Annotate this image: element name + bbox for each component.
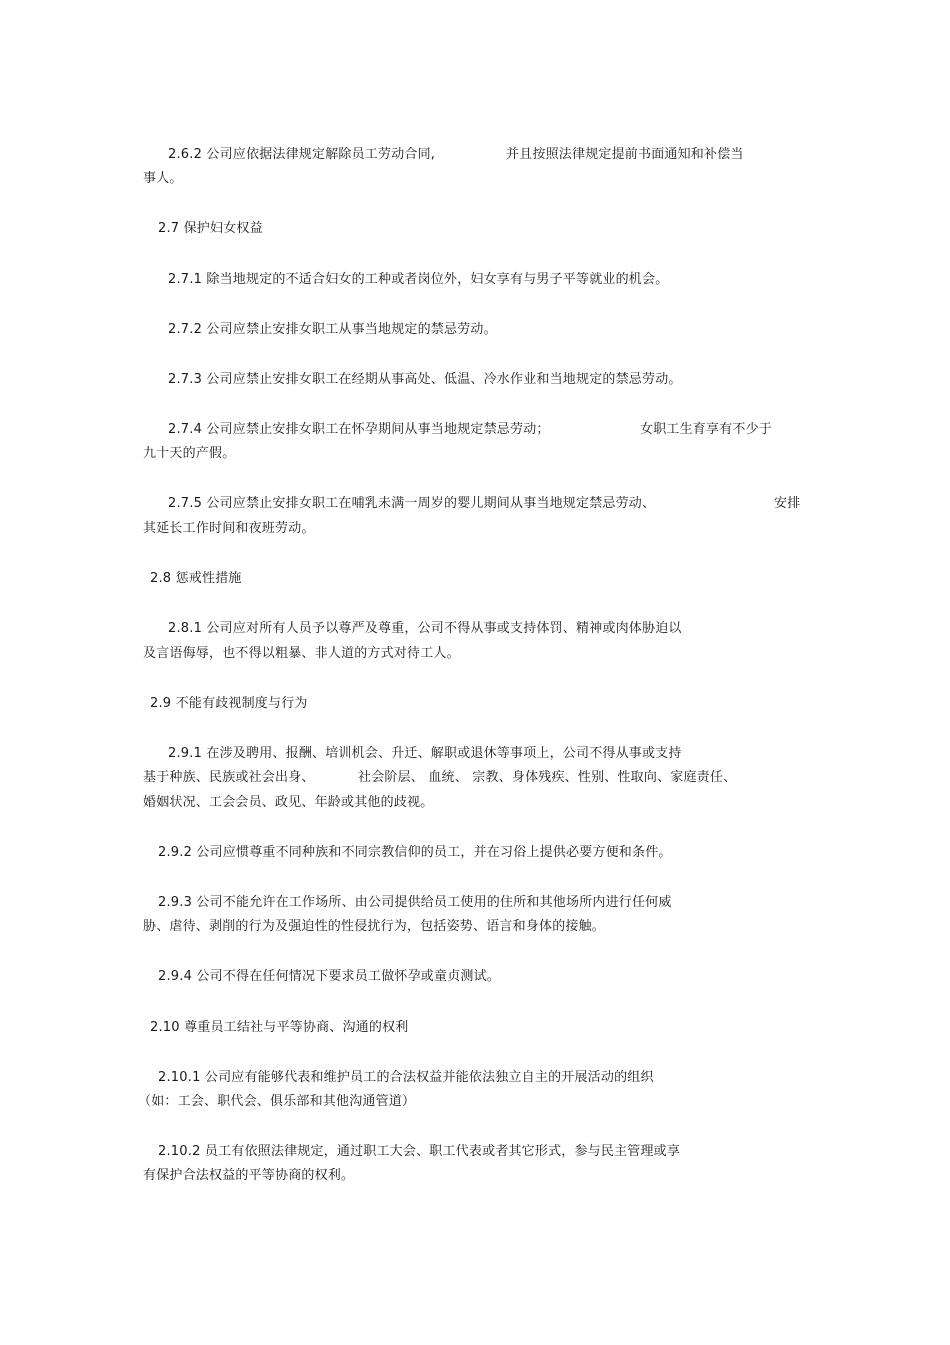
paragraph-2-9-3-line-2: 胁、虐待、剥削的行为及强迫性的性侵扰行为，包括姿势、语言和身体的接触。 bbox=[143, 919, 606, 934]
paragraph-2-7-3: 2.7.3 公司应禁止安排女职工在经期从事高处、低温、冷水作业和当地规定的禁忌劳动。 bbox=[168, 372, 682, 387]
paragraph-2-7-5-line-1b: 安排 bbox=[774, 496, 801, 511]
paragraph-2-9-4: 2.9.4 公司不得在任何情况下要求员工做怀孕或童贞测试。 bbox=[158, 969, 501, 984]
paragraph-2-8-1-line-1: 2.8.1 公司应对所有人员予以尊严及尊重，公司不得从事或支持体罚、精神或肉体胁迫以 bbox=[168, 621, 682, 636]
paragraph-2-9-3-line-1: 2.9.3 公司不能允许在工作场所、由公司提供给员工使用的住所和其他场所内进行任何威 bbox=[158, 895, 672, 910]
paragraph-2-9-2: 2.9.2 公司应惯尊重不同种族和不同宗教信仰的员工，并在习俗上提供必要方便和条件。 bbox=[158, 845, 672, 860]
paragraph-2-6-2-line-1b: 并且按照法律规定提前书面通知和补偿当 bbox=[506, 147, 744, 162]
paragraph-2-10-1-line-2: （如：工会、职代会、俱乐部和其他沟通管道） bbox=[138, 1094, 416, 1109]
paragraph-2-9-1-line-1: 2.9.1 在涉及聘用、报酬、培训机会、升迁、解职或退休等事项上，公司不得从事或支持 bbox=[168, 746, 682, 761]
paragraph-2-9-1-line-2a: 基于种族、民族或社会出身、 bbox=[143, 770, 315, 785]
paragraph-2-7-4-line-2: 九十天的产假。 bbox=[143, 446, 236, 461]
section-heading-2-9: 2.9 不能有歧视制度与行为 bbox=[150, 696, 308, 711]
paragraph-2-9-1-line-2b: 社会阶层、 血统、 宗教、身体残疾、性别、性取向、家庭责任、 bbox=[358, 770, 737, 785]
section-heading-2-7: 2.7 保护妇女权益 bbox=[158, 221, 263, 236]
paragraph-2-7-4-line-1b: 女职工生育享有不少于 bbox=[640, 422, 773, 437]
paragraph-2-7-2: 2.7.2 公司应禁止安排女职工从事当地规定的禁忌劳动。 bbox=[168, 322, 497, 337]
paragraph-2-7-5-line-2: 其延长工作时间和夜班劳动。 bbox=[143, 521, 315, 536]
paragraph-2-10-1-line-1: 2.10.1 公司应有能够代表和维护员工的合法权益并能依法独立自主的开展活动的组织 bbox=[158, 1070, 654, 1085]
paragraph-2-7-1: 2.7.1 除当地规定的不适合妇女的工种或者岗位外，妇女享有与男子平等就业的机会。 bbox=[168, 272, 669, 287]
paragraph-2-6-2-line-1a: 2.6.2 公司应依据法律规定解除员工劳动合同, bbox=[168, 147, 436, 162]
paragraph-2-8-1-line-2: 及言语侮辱，也不得以粗暴、非人道的方式对待工人。 bbox=[143, 646, 460, 661]
paragraph-2-10-2-line-1: 2.10.2 员工有依照法律规定，通过职工大会、职工代表或者其它形式，参与民主管理或享 bbox=[158, 1144, 681, 1159]
section-heading-2-8: 2.8 惩戒性措施 bbox=[150, 571, 242, 586]
paragraph-2-7-5-line-1a: 2.7.5 公司应禁止安排女职工在哺乳未满一周岁的婴儿期间从事当地规定禁忌劳动、 bbox=[168, 496, 656, 511]
paragraph-2-9-1-line-3: 婚姻状况、工会会员、政见、年龄或其他的歧视。 bbox=[143, 795, 434, 810]
paragraph-2-10-2-line-2: 有保护合法权益的平等协商的权利。 bbox=[143, 1168, 355, 1183]
paragraph-2-6-2-line-2: 事人。 bbox=[143, 171, 183, 186]
section-heading-2-10: 2.10 尊重员工结社与平等协商、沟通的权利 bbox=[150, 1020, 409, 1035]
paragraph-2-7-4-line-1a: 2.7.4 公司应禁止安排女职工在怀孕期间从事当地规定禁忌劳动； bbox=[168, 422, 550, 437]
